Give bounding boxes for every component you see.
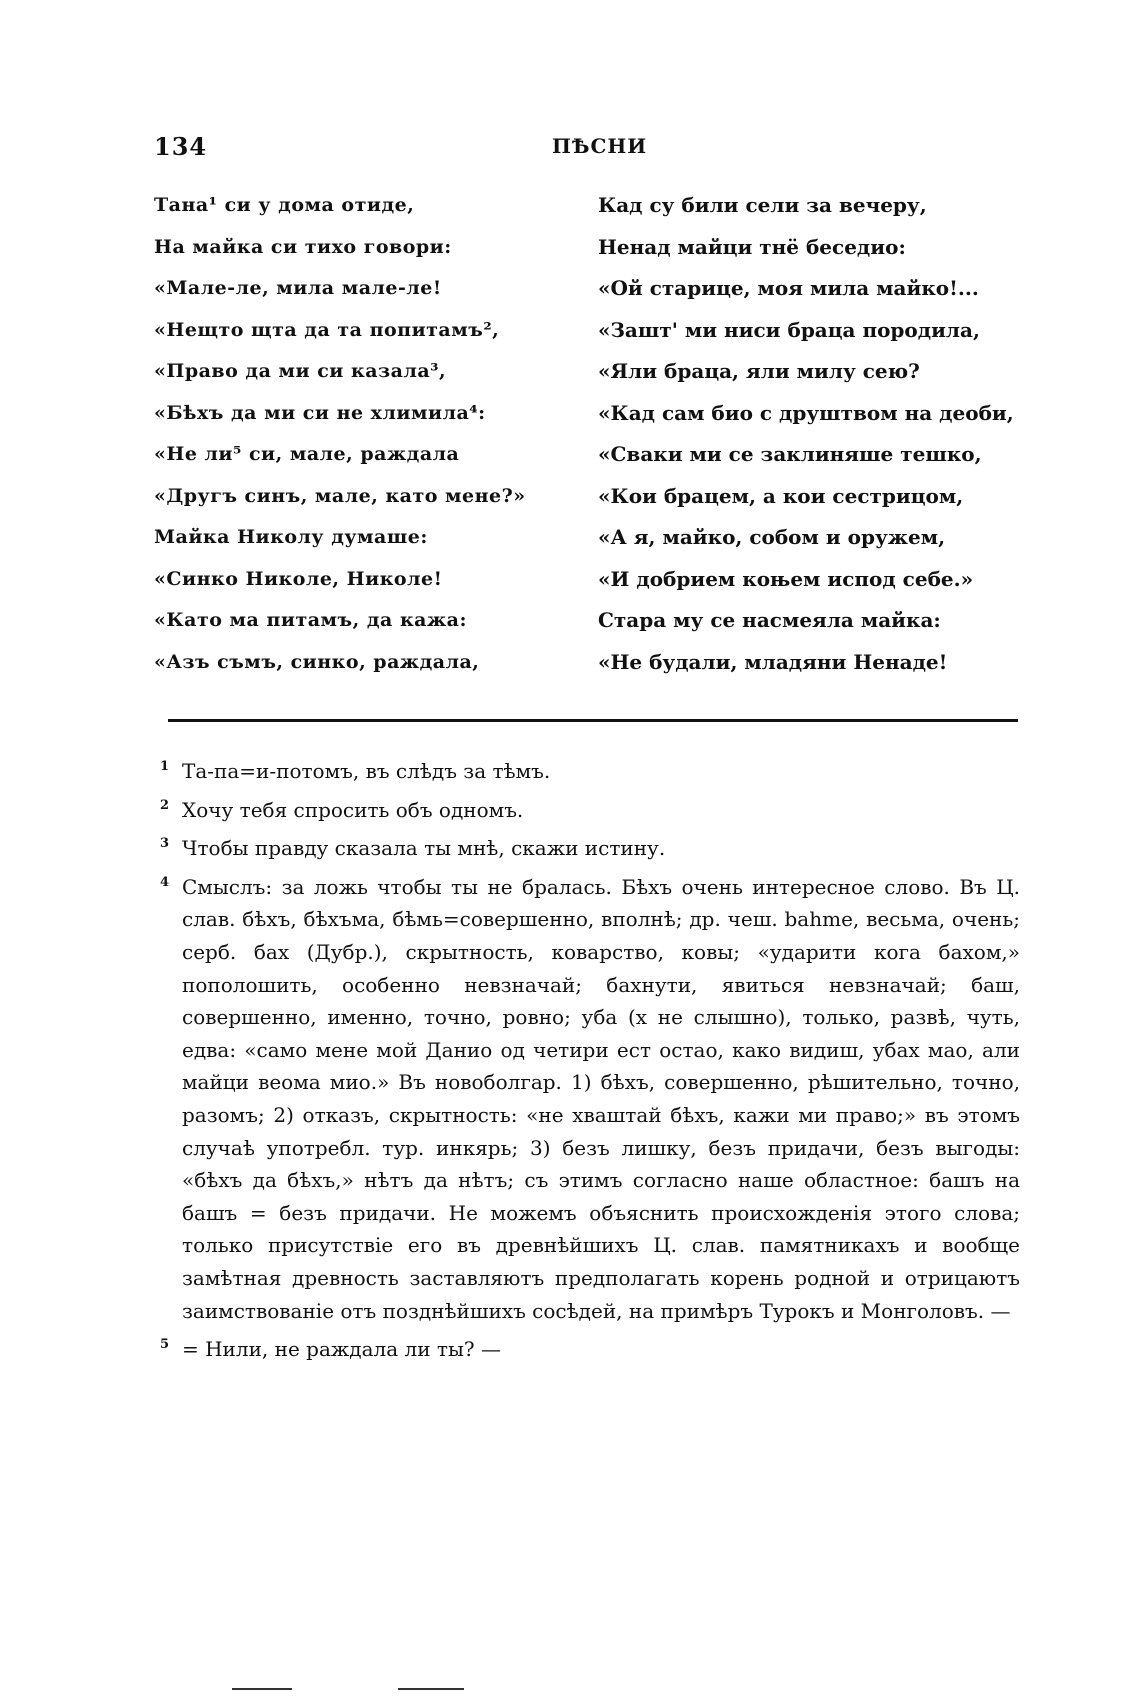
footnote-divider (168, 719, 1018, 722)
footnote (160, 832, 1020, 865)
verse-line: «Кои брацем, а кои сестрицом, (598, 483, 964, 508)
verse-line: «Другъ синъ, мале, като мене?» (154, 484, 526, 507)
footnote-text: Чтобы правду сказала ты мнѣ, скажи истину. (182, 836, 666, 861)
verse-line: «А я, майко, собом и оружем, (598, 525, 946, 549)
verse-line: Кад су били сели за вечеру, (598, 193, 927, 217)
verse-line: «Право да ми си казала³, (154, 360, 447, 382)
verse-line: «Като ма питамъ, да кажа: (154, 609, 467, 631)
verse-line: На майка си тихо говори: (154, 235, 452, 258)
verse-line: Стара му се насмеяла майка: (598, 608, 941, 632)
verse-line: «Азъ съмъ, синко, раждала, (154, 650, 480, 673)
verse-line: «Ой старице, моя мила майко!... (598, 276, 979, 300)
footnote (160, 1333, 1020, 1366)
footnote-marker: 1 (160, 759, 170, 774)
footnotes (160, 755, 1020, 1372)
footnote-text: Смыслъ: за ложь чтобы ты не бралась. Бѣхъ очень интересное слово. Въ Ц. слав. бѣхъ, бѣхъма, бѣмь=совершенно, вполнѣ; др. чеш. bahme, весьма, очень; серб. бах (Дубр.), скрытность, коварство, ковы; «ударити кога бахом,» пополошить, особенно невзначай; бахнути, явиться невзначай; баш, совершенно, именно, точно, ровно; уба (х не слышно), только, развѣ, чуть, едва: «само мене мой Данио од четири ест остао, како видиш, убах мао, али майци веома мио.» Въ новоболгар. 1) бѣхъ, совершенно, рѣшительно, точно, разомъ; 2) отказъ, скрытность: «не хваштай бѣхъ, кажи ми право;» въ этомъ случаѣ употребл. тур. инкярь; 3) безъ лишку, безъ придачи, безъ выгоды: «бѣхъ да бѣхъ,» нѣтъ да нѣтъ; съ этимъ согласно наше областное: башъ на башъ = безъ придачи. Не можемъ объяснить происхожденія этого слова; только присутствіе его въ древнѣйшихъ Ц. слав. памятникахъ и вообще замѣтная древность заставляютъ предполагать корень родной и отрицаютъ заимствованіе отъ позднѣйшихъ сосѣдей, на примѣръ Турокъ и Монголовъ. — (182, 874, 1020, 1323)
scan-mark (398, 1688, 464, 1690)
verse-line: «Сваки ми се заклиняше тешко, (598, 442, 982, 466)
footnote-marker: 4 (160, 874, 170, 890)
footnote (160, 794, 1020, 827)
footnote-marker: 3 (160, 836, 170, 852)
verse-line: «И добрием коњем испод себе.» (598, 566, 974, 591)
verse-line: «Синко Николе, Николе! (154, 567, 443, 590)
running-head: ПѢСНИ (552, 134, 648, 158)
verse-line: «Мале-ле, мила мале-ле! (154, 277, 442, 299)
footnote-text: Та-па=и-потомъ, въ слѣдъ за тѣмъ. (182, 759, 551, 783)
verse-line: «Не ли⁵ си, мале, раждала (154, 443, 460, 465)
page-number: 134 (154, 132, 208, 161)
footnote-text: Хочу тебя спросить объ одномъ. (182, 797, 524, 822)
verse-line: «Нещто щта да та попитамъ², (154, 318, 500, 341)
poem-right-column (598, 185, 1038, 683)
footnote-marker: 2 (160, 797, 170, 813)
verse-line: Тана¹ си у дома отиде, (154, 194, 415, 216)
footnote (160, 871, 1020, 1327)
footnote-text: = Нили, не раждала ли ты? — (182, 1337, 501, 1362)
verse-line: «Яли браца, яли милу сею? (598, 359, 920, 383)
footnote (160, 755, 1020, 788)
scan-mark (232, 1688, 292, 1690)
verse-line: Майка Николу думаше: (154, 526, 428, 548)
verse-line: «Бѣхъ да ми си не хлимила⁴: (154, 401, 486, 424)
poem-left-column (154, 185, 544, 683)
verse-line: «Кад сам био с друштвом на деоби, (598, 400, 1014, 425)
verse-line: Ненад майци тнё беседио: (598, 234, 906, 259)
footnote-marker: 5 (160, 1337, 170, 1353)
verse-line: «Не будали, младяни Ненаде! (598, 649, 948, 674)
verse-line: «Зашт' ми ниси браца породила, (598, 317, 980, 342)
